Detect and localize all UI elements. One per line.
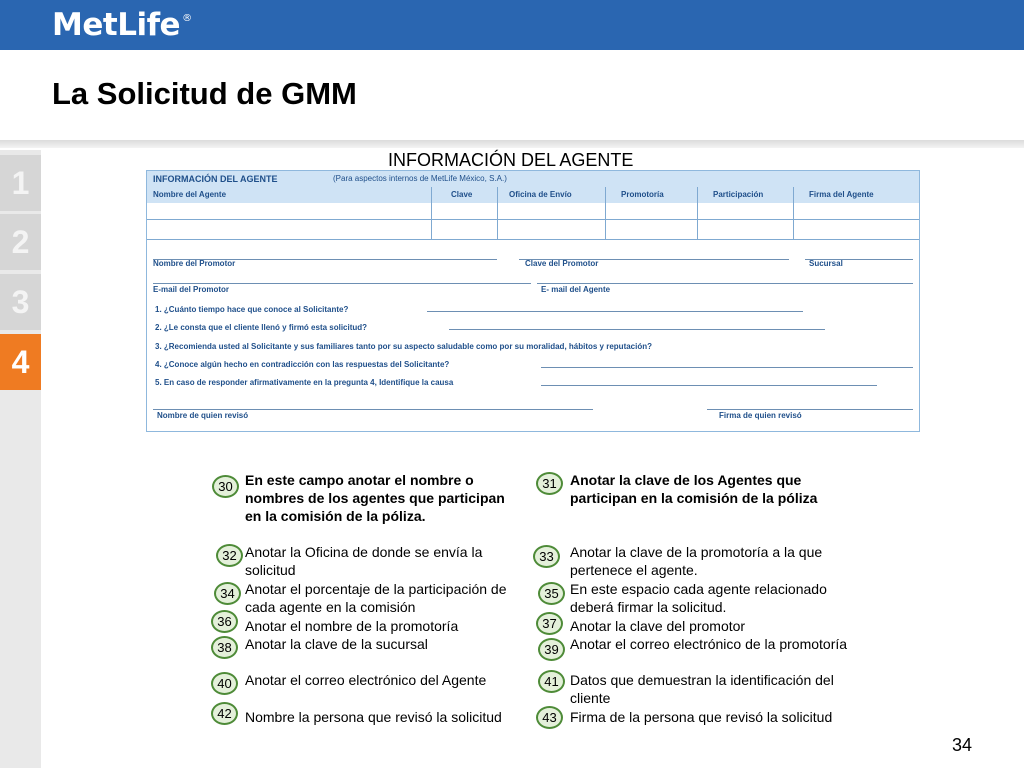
instruction-34: Anotar el porcentaje de la participación de cada agente en la comisión [245, 581, 507, 615]
badge-36: 36 [211, 610, 238, 633]
instruction-35: En este espacio cada agente relacionado deberá firmar la solicitud. [570, 581, 827, 615]
field-line [153, 283, 531, 284]
label-email-promotor: E-mail del Promotor [153, 285, 230, 294]
grid-line [697, 187, 698, 239]
metlife-logo: MetLife ® [52, 7, 192, 43]
col-oficina-envio: Oficina de Envío [509, 190, 572, 199]
question-2: 2. ¿Le consta que el cliente llenó y firmó esta solicitud? [155, 323, 368, 332]
instruction-37: Anotar la clave del promotor [570, 618, 746, 634]
field-line [541, 385, 877, 386]
grid-line [497, 187, 498, 239]
question-4: 4. ¿Conoce algún hecho en contradicción con las respuestas del Solicitante? [155, 360, 450, 369]
badge-38: 38 [211, 636, 238, 659]
top-bar [0, 0, 1024, 50]
col-nombre-agente: Nombre del Agente [153, 190, 227, 199]
badge-32: 32 [216, 544, 243, 567]
field-line [537, 283, 913, 284]
badge-34: 34 [214, 582, 241, 605]
instruction-38: Anotar la clave de la sucursal [245, 636, 428, 652]
badge-30: 30 [212, 475, 239, 498]
instruction-36: Anotar el nombre de la promotoría [245, 618, 459, 634]
badge-41: 41 [538, 670, 565, 693]
instruction-41: Datos que demuestran la identificación del cliente [570, 672, 834, 706]
section-heading: INFORMACIÓN DEL AGENTE [388, 150, 634, 170]
grid-line [147, 219, 919, 220]
instruction-40: Anotar el correo electrónico del Agente [245, 672, 487, 688]
badge-37: 37 [536, 612, 563, 635]
label-nombre-reviso: Nombre de quien revisó [157, 411, 249, 420]
label-sucursal: Sucursal [809, 259, 843, 268]
question-5: 5. En caso de responder afirmativamente en la pregunta 4, Identifique la causa [155, 378, 454, 387]
instruction-32: Anotar la Oficina de donde se envía la solicitud [245, 544, 483, 578]
form-header-note: (Para aspectos internos de MetLife México, S.A.) [333, 174, 507, 183]
badge-31: 31 [536, 472, 563, 495]
grid-line [793, 187, 794, 239]
col-clave: Clave [451, 190, 473, 199]
page-title: La Solicitud de GMM [52, 76, 357, 111]
title-divider [0, 140, 1024, 148]
step-4-active[interactable]: 4 [0, 334, 41, 390]
question-1: 1. ¿Cuánto tiempo hace que conoce al Solicitante? [155, 305, 349, 314]
badge-39: 39 [538, 638, 565, 661]
badge-43: 43 [536, 706, 563, 729]
form-header: INFORMACIÓN DEL AGENTE [153, 174, 278, 184]
field-line [541, 367, 913, 368]
step-3[interactable]: 3 [0, 274, 41, 330]
field-line [153, 409, 593, 410]
badge-33: 33 [533, 545, 560, 568]
label-firma-reviso: Firma de quien revisó [719, 411, 802, 420]
grid-line [431, 187, 432, 239]
question-3: 3. ¿Recomienda usted al Solicitante y sus familiares tanto por su aspecto saludable como por su moralidad, hábitos y reputación? [155, 342, 653, 351]
label-clave-promotor: Clave del Promotor [525, 259, 599, 268]
instruction-30: En este campo anotar el nombre o nombres de los agentes que participan en la comisión de la póliza. [245, 472, 505, 524]
col-promotoria: Promotoría [621, 190, 664, 199]
field-line [449, 329, 825, 330]
field-line [707, 409, 913, 410]
instruction-33: Anotar la clave de la promotoría a la que pertenece el agente. [570, 544, 823, 578]
step-2[interactable]: 2 [0, 214, 41, 270]
col-firma-agente: Firma del Agente [809, 190, 874, 199]
instruction-43: Firma de la persona que revisó la solicitud [570, 709, 833, 725]
grid-line [605, 187, 606, 239]
page-number: 34 [952, 735, 973, 755]
field-line [427, 311, 803, 312]
label-email-agente: E- mail del Agente [541, 285, 611, 294]
badge-35: 35 [538, 582, 565, 605]
badge-42: 42 [211, 702, 238, 725]
badge-40: 40 [211, 672, 238, 695]
instruction-42: Nombre la persona que revisó la solicitud [245, 709, 502, 725]
instruction-39: Anotar el correo electrónico de la promotoría [570, 636, 848, 652]
label-nombre-promotor: Nombre del Promotor [153, 259, 236, 268]
instruction-31: Anotar la clave de los Agentes que participan en la comisión de la póliza [570, 472, 818, 506]
col-participacion: Participación [713, 190, 764, 199]
grid-line [147, 239, 919, 240]
agent-info-form [146, 170, 920, 432]
step-1[interactable]: 1 [0, 155, 41, 211]
